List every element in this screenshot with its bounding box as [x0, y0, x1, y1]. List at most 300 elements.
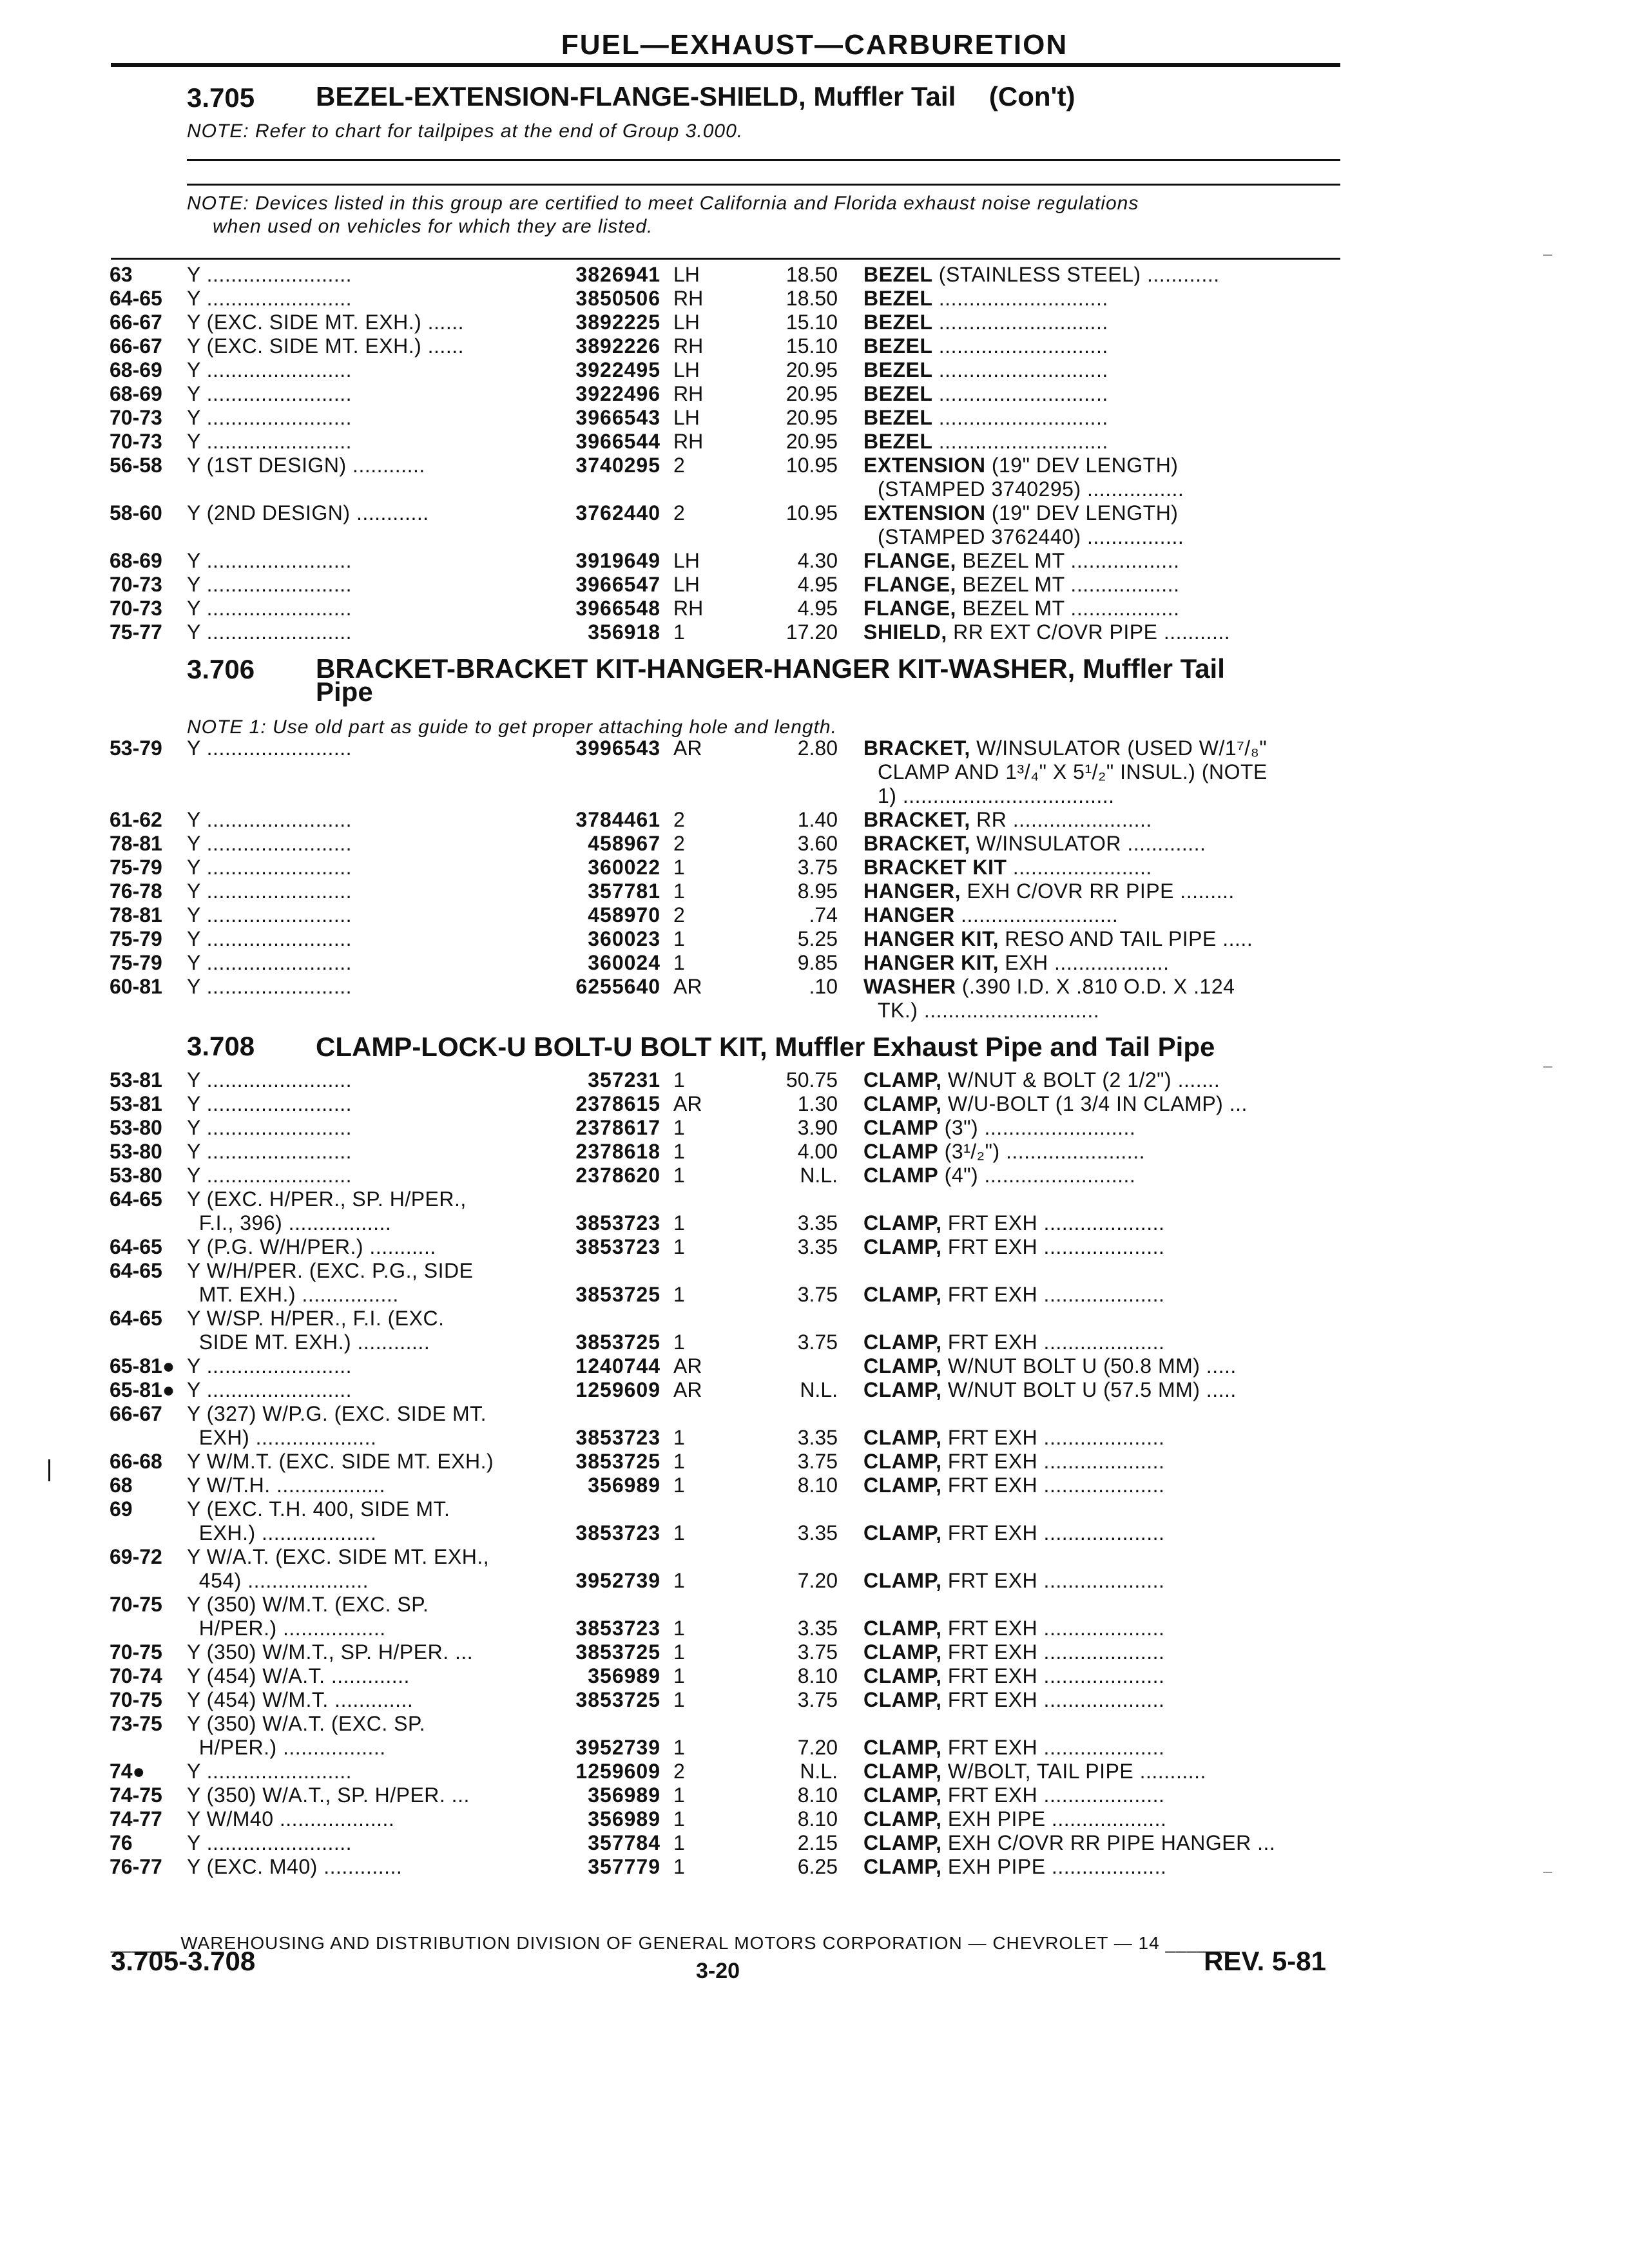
part-description: FRT EXH .................... [941, 1569, 1165, 1592]
price-cell: .10 [809, 975, 838, 998]
model-cell: SIDE MT. EXH.) ............ [187, 1331, 430, 1354]
description-cell [863, 999, 1354, 1023]
description-cell [863, 1331, 1340, 1354]
model-cell: Y ........................ [187, 549, 352, 572]
quantity-cell: LH [673, 573, 700, 596]
part-name: BRACKET, [863, 832, 970, 855]
part-description: 1) ................................... [878, 784, 1115, 807]
table-top-rule [111, 258, 1340, 260]
section-title [316, 81, 1075, 111]
part-name: BEZEL [863, 311, 933, 334]
page-header-title: FUEL—EXHAUST—CARBURETION [561, 29, 1068, 61]
margin-mark [48, 1459, 50, 1481]
model-cell: Y ........................ [187, 951, 352, 974]
part-description: (4") ......................... [938, 1164, 1136, 1187]
description-cell [863, 1688, 1340, 1712]
part-description: (19" DEV LENGTH) [985, 454, 1179, 477]
quantity-cell: 2 [673, 808, 685, 831]
price-cell: 6.25 [797, 1855, 838, 1878]
part-name: CLAMP, [863, 1760, 942, 1783]
model-cell: Y ........................ [187, 358, 352, 381]
quantity-cell: RH [673, 597, 704, 620]
part-name: BEZEL [863, 382, 933, 405]
table-row [0, 620, 1629, 644]
table-row [0, 525, 1629, 549]
part-name: CLAMP, [863, 1331, 942, 1354]
part-description: ....................... [1007, 856, 1152, 879]
section-title-sub: Muffler Exhaust Pipe and Tail Pipe [775, 1032, 1215, 1062]
model-cell: Y ........................ [187, 382, 352, 405]
model-cell: Y ........................ [187, 287, 352, 310]
part-number-cell: 3996543 [575, 736, 660, 760]
description-cell [863, 736, 1340, 760]
part-number-cell: 357781 [588, 879, 660, 903]
footer-section-range: 3.705-3.708 [111, 1946, 256, 1976]
year-cell: 69-72 [110, 1545, 162, 1568]
year-cell: 73-75 [110, 1712, 162, 1735]
description-cell [863, 573, 1340, 597]
part-description: W/INSULATOR (USED W/1⁷/₈" [970, 736, 1268, 760]
year-cell: 70-75 [110, 1593, 162, 1616]
price-cell: 3.35 [797, 1211, 838, 1235]
description-cell [863, 1354, 1340, 1378]
price-cell: 8.95 [797, 879, 838, 903]
description-cell [863, 597, 1340, 620]
table-row [0, 597, 1629, 620]
model-cell: Y (350) W/M.T. (EXC. SP. [187, 1593, 429, 1616]
part-name: HANGER, [863, 879, 961, 903]
price-cell: 2.80 [797, 736, 838, 760]
part-description: EXH C/OVR RR PIPE HANGER ... [941, 1831, 1276, 1854]
section-cont: (Con't) [988, 81, 1075, 111]
part-number-cell: 3853723 [575, 1521, 660, 1544]
part-name: BRACKET, [863, 808, 970, 831]
model-cell: Y W/H/PER. (EXC. P.G., SIDE [187, 1259, 474, 1282]
year-cell: 66-67 [110, 334, 162, 358]
price-cell: 5.25 [797, 927, 838, 950]
part-description: FRT EXH .................... [941, 1283, 1165, 1306]
table-row [0, 736, 1629, 760]
description-cell [863, 1164, 1340, 1187]
price-cell: 3.75 [797, 1331, 838, 1354]
model-cell: Y (EXC. M40) ............. [187, 1855, 403, 1878]
part-name: CLAMP, [863, 1807, 942, 1831]
table-row [0, 784, 1629, 808]
part-number-cell: 3740295 [575, 454, 660, 477]
price-cell: 3.60 [797, 832, 838, 855]
header-rule [111, 63, 1340, 67]
quantity-cell: AR [673, 1354, 702, 1378]
year-cell: 70-73 [110, 430, 162, 453]
description-cell [863, 406, 1340, 430]
table-row [0, 1307, 1629, 1331]
part-description: FRT EXH .................... [941, 1450, 1165, 1473]
price-cell: 3.35 [797, 1617, 838, 1640]
price-cell: 8.10 [797, 1664, 838, 1687]
year-cell: 66-68 [110, 1450, 162, 1473]
part-description: EXH C/OVR RR PIPE ......... [961, 879, 1235, 903]
description-cell [863, 1760, 1340, 1783]
table-row [0, 1354, 1629, 1378]
year-cell: 61-62 [110, 808, 162, 831]
table-row [0, 1187, 1629, 1211]
year-cell: 64-65 [110, 1187, 162, 1211]
description-cell [863, 525, 1354, 549]
part-name: BEZEL [863, 287, 933, 310]
price-cell: 4.00 [797, 1140, 838, 1163]
quantity-cell: AR [673, 1092, 702, 1115]
table-row [0, 1426, 1629, 1450]
price-cell: 8.10 [797, 1783, 838, 1807]
part-description: ............................ [932, 311, 1108, 334]
quantity-cell: 1 [673, 1855, 685, 1878]
part-description: EXH ................... [998, 951, 1170, 974]
note-rule [187, 159, 1340, 161]
footer-publisher: ______ WAREHOUSING AND DISTRIBUTION DIVISION OF GENERAL MOTORS CORPORATION — CHEVROLET — 14 ______ [111, 1933, 1229, 1953]
margin-dash [1543, 1872, 1552, 1873]
part-description: (STAINLESS STEEL) ............ [932, 263, 1220, 286]
part-number-cell: 356989 [588, 1783, 660, 1807]
table-row [0, 358, 1629, 382]
part-number-cell: 3762440 [575, 501, 660, 524]
description-cell [863, 287, 1340, 311]
price-cell: 18.50 [786, 263, 838, 286]
part-name: CLAMP, [863, 1640, 942, 1664]
part-description: FRT EXH .................... [941, 1474, 1165, 1497]
year-cell: 68 [110, 1474, 133, 1497]
description-cell [863, 1140, 1340, 1164]
model-cell: Y (EXC. T.H. 400, SIDE MT. [187, 1497, 450, 1521]
description-cell [863, 1569, 1340, 1593]
part-description: W/NUT BOLT U (50.8 MM) ..... [941, 1354, 1237, 1378]
description-cell [863, 1617, 1340, 1640]
part-name: CLAMP [863, 1140, 939, 1163]
description-cell [863, 832, 1340, 856]
quantity-cell: 1 [673, 1831, 685, 1854]
table-row [0, 1831, 1629, 1855]
model-cell: EXH) .................... [187, 1426, 377, 1449]
table-row [0, 1211, 1629, 1235]
price-cell: 4.30 [797, 549, 838, 572]
part-number-cell: 3853725 [575, 1688, 660, 1711]
quantity-cell: 1 [673, 1426, 685, 1449]
price-cell: N.L. [800, 1378, 838, 1401]
year-cell: 74-77 [110, 1807, 162, 1831]
part-name: CLAMP, [863, 1426, 942, 1449]
part-name: CLAMP, [863, 1855, 942, 1878]
quantity-cell: 2 [673, 454, 685, 477]
description-cell [863, 1378, 1340, 1402]
quantity-cell: 2 [673, 1760, 685, 1783]
year-cell: 66-67 [110, 311, 162, 334]
model-cell: Y (EXC. H/PER., SP. H/PER., [187, 1187, 467, 1211]
part-name: CLAMP, [863, 1831, 942, 1854]
part-description: ............................ [932, 334, 1108, 358]
part-name: CLAMP, [863, 1688, 942, 1711]
year-cell: 65-81● [110, 1354, 175, 1378]
price-cell: 4.95 [797, 573, 838, 596]
table-row [0, 903, 1629, 927]
quantity-cell: 1 [673, 620, 685, 644]
part-name: CLAMP, [863, 1211, 942, 1235]
table-row [0, 1164, 1629, 1187]
description-cell [863, 1521, 1340, 1545]
part-name: CLAMP [863, 1116, 939, 1139]
part-name: CLAMP, [863, 1378, 942, 1401]
part-number-cell: 356989 [588, 1664, 660, 1687]
price-cell: 17.20 [786, 620, 838, 644]
part-number-cell: 3966544 [575, 430, 660, 453]
part-name: BEZEL [863, 358, 933, 381]
price-cell: 1.30 [797, 1092, 838, 1115]
model-cell: Y ........................ [187, 597, 352, 620]
table-row [0, 430, 1629, 454]
part-name: BEZEL [863, 334, 933, 358]
price-cell: 20.95 [786, 382, 838, 405]
quantity-cell: 1 [673, 1068, 685, 1091]
model-cell: Y (350) W/A.T., SP. H/PER. ... [187, 1783, 470, 1807]
part-name: HANGER [863, 903, 955, 927]
part-description: EXH PIPE ................... [941, 1855, 1167, 1878]
description-cell [863, 334, 1340, 358]
part-description: W/NUT & BOLT (2 1/2") ....... [941, 1068, 1220, 1091]
model-cell: Y ........................ [187, 927, 352, 950]
quantity-cell: LH [673, 263, 700, 286]
part-number-cell: 3966543 [575, 406, 660, 429]
part-name: CLAMP, [863, 1068, 942, 1091]
model-cell: Y ........................ [187, 1378, 352, 1401]
model-cell: Y ........................ [187, 1354, 352, 1378]
model-cell: Y ........................ [187, 856, 352, 879]
section-number: 3.705 [187, 82, 255, 113]
price-cell: .74 [809, 903, 838, 927]
part-description: FRT EXH .................... [941, 1235, 1165, 1258]
table-row [0, 999, 1629, 1023]
price-cell: 15.10 [786, 311, 838, 334]
quantity-cell: RH [673, 382, 704, 405]
part-name: HANGER KIT, [863, 951, 999, 974]
table-row [0, 1283, 1629, 1307]
margin-dash [1543, 1066, 1552, 1068]
year-cell: 64-65 [110, 287, 162, 310]
description-cell [863, 454, 1340, 477]
price-cell: 3.35 [797, 1521, 838, 1544]
part-number-cell: 3966548 [575, 597, 660, 620]
part-number-cell: 3922495 [575, 358, 660, 381]
description-cell [863, 975, 1340, 999]
section-title-main: BEZEL-EXTENSION-FLANGE-SHIELD, [316, 81, 806, 111]
price-cell: 3.35 [797, 1235, 838, 1258]
part-description: FRT EXH .................... [941, 1664, 1165, 1687]
part-number-cell: 2378620 [575, 1164, 660, 1187]
description-cell [863, 1092, 1340, 1116]
quantity-cell: 2 [673, 903, 685, 927]
price-cell: N.L. [800, 1760, 838, 1783]
table-row [0, 1378, 1629, 1402]
part-description: CLAMP AND 1³/₄" X 5¹/₂" INSUL.) (NOTE [878, 760, 1268, 783]
quantity-cell: 1 [673, 1640, 685, 1664]
model-cell: Y ........................ [187, 573, 352, 596]
model-cell: F.I., 396) ................. [187, 1211, 392, 1235]
table-row [0, 1688, 1629, 1712]
table-row [0, 1068, 1629, 1092]
price-cell: 18.50 [786, 287, 838, 310]
table-row [0, 1259, 1629, 1283]
model-cell: Y ........................ [187, 1092, 352, 1115]
part-number-cell: 3952739 [575, 1736, 660, 1759]
part-number-cell: 356918 [588, 620, 660, 644]
part-name: CLAMP, [863, 1569, 942, 1592]
description-cell [863, 1664, 1340, 1688]
part-number-cell: 356989 [588, 1807, 660, 1831]
description-cell [863, 1807, 1340, 1831]
table-row [0, 1855, 1629, 1879]
year-cell: 64-65 [110, 1235, 162, 1258]
table-row [0, 1783, 1629, 1807]
part-name: CLAMP, [863, 1235, 942, 1258]
table-row [0, 1736, 1629, 1760]
year-cell: 70-73 [110, 573, 162, 596]
price-cell: 20.95 [786, 358, 838, 381]
description-cell [863, 1426, 1340, 1450]
description-cell [863, 1450, 1340, 1474]
part-name: FLANGE, [863, 573, 956, 596]
model-cell: Y ........................ [187, 975, 352, 998]
quantity-cell: LH [673, 406, 700, 429]
part-name: BRACKET, [863, 736, 970, 760]
year-cell: 56-58 [110, 454, 162, 477]
section-note: NOTE 1: Use old part as guide to get proper attaching hole and length. [187, 716, 837, 738]
model-cell: Y W/M40 ................... [187, 1807, 395, 1831]
part-name: CLAMP [863, 1164, 939, 1187]
quantity-cell: 1 [673, 879, 685, 903]
model-cell: Y W/A.T. (EXC. SIDE MT. EXH., [187, 1545, 490, 1568]
quantity-cell: AR [673, 975, 702, 998]
part-name: HANGER KIT, [863, 927, 999, 950]
quantity-cell: AR [673, 736, 702, 760]
price-cell: N.L. [800, 1164, 838, 1187]
table-row [0, 856, 1629, 879]
quantity-cell: 1 [673, 1331, 685, 1354]
section-note: when used on vehicles for which they are listed. [213, 216, 653, 237]
description-cell [863, 382, 1340, 406]
table-row [0, 808, 1629, 832]
table-row [0, 334, 1629, 358]
model-cell: Y W/SP. H/PER., F.I. (EXC. [187, 1307, 445, 1330]
table-row [0, 549, 1629, 573]
table-row [0, 573, 1629, 597]
section-title-main: BRACKET-BRACKET KIT-HANGER-HANGER KIT-WASHER, [316, 653, 1075, 684]
description-cell [863, 477, 1354, 501]
part-name: FLANGE, [863, 597, 956, 620]
table-row [0, 1521, 1629, 1545]
model-cell: Y ........................ [187, 406, 352, 429]
part-name: BEZEL [863, 430, 933, 453]
quantity-cell: 1 [673, 1140, 685, 1163]
model-cell: Y (EXC. SIDE MT. EXH.) ...... [187, 334, 464, 358]
footer-page-number: 3-20 [696, 1959, 740, 1983]
model-cell: H/PER.) ................. [187, 1617, 386, 1640]
year-cell: 76-77 [110, 1855, 162, 1878]
quantity-cell: 1 [673, 1688, 685, 1711]
part-description: RR EXT C/OVR PIPE ........... [947, 620, 1231, 644]
model-cell: 454) .................... [187, 1569, 369, 1592]
part-number-cell: 2378617 [575, 1116, 660, 1139]
price-cell: 3.75 [797, 1640, 838, 1664]
part-name: CLAMP, [863, 1736, 942, 1759]
table-row [0, 1116, 1629, 1140]
model-cell: Y (350) W/A.T. (EXC. SP. [187, 1712, 426, 1735]
model-cell: Y (327) W/P.G. (EXC. SIDE MT. [187, 1402, 487, 1425]
price-cell: 3.75 [797, 1450, 838, 1473]
section-title [316, 1032, 1215, 1062]
description-cell [863, 1068, 1340, 1092]
part-name: EXTENSION [863, 454, 986, 477]
year-cell: 65-81● [110, 1378, 175, 1401]
price-cell: 8.10 [797, 1807, 838, 1831]
part-number-cell: 3826941 [575, 263, 660, 286]
quantity-cell: 1 [673, 927, 685, 950]
description-cell [863, 1211, 1340, 1235]
part-description: (3") ......................... [938, 1116, 1136, 1139]
model-cell: Y (350) W/M.T., SP. H/PER. ... [187, 1640, 474, 1664]
part-number-cell: 3952739 [575, 1569, 660, 1592]
margin-dash [1543, 255, 1552, 256]
year-cell: 53-80 [110, 1116, 162, 1139]
year-cell: 75-79 [110, 927, 162, 950]
description-cell [863, 1474, 1340, 1497]
quantity-cell: 1 [673, 1474, 685, 1497]
table-row [0, 1140, 1629, 1164]
price-cell: 10.95 [786, 454, 838, 477]
quantity-cell: 1 [673, 1807, 685, 1831]
table-row [0, 927, 1629, 951]
price-cell: 3.75 [797, 1283, 838, 1306]
part-number-cell: 3853725 [575, 1283, 660, 1306]
year-cell: 76 [110, 1831, 133, 1854]
price-cell: 3.75 [797, 856, 838, 879]
table-row [0, 1807, 1629, 1831]
quantity-cell: 1 [673, 1235, 685, 1258]
part-number-cell: 3784461 [575, 808, 660, 831]
part-description: FRT EXH .................... [941, 1521, 1165, 1544]
part-description: FRT EXH .................... [941, 1736, 1165, 1759]
part-number-cell: 3892226 [575, 334, 660, 358]
description-cell [863, 856, 1340, 879]
year-cell: 76-78 [110, 879, 162, 903]
part-number-cell: 360024 [588, 951, 660, 974]
model-cell: Y ........................ [187, 1164, 352, 1187]
quantity-cell: RH [673, 287, 704, 310]
quantity-cell: LH [673, 358, 700, 381]
year-cell: 74-75 [110, 1783, 162, 1807]
part-number-cell: 360022 [588, 856, 660, 879]
part-description: ............................ [932, 430, 1108, 453]
year-cell: 63 [110, 263, 133, 286]
price-cell: 10.95 [786, 501, 838, 524]
table-row [0, 454, 1629, 477]
model-cell: Y ........................ [187, 832, 352, 855]
table-row [0, 1545, 1629, 1569]
price-cell: 20.95 [786, 406, 838, 429]
quantity-cell: AR [673, 1378, 702, 1401]
year-cell: 68-69 [110, 549, 162, 572]
section-title-sub: Muffler Tail [813, 81, 956, 111]
model-cell: Y ........................ [187, 263, 352, 286]
part-description: FRT EXH .................... [941, 1617, 1165, 1640]
part-description: ............................ [932, 406, 1108, 429]
price-cell: 2.15 [797, 1831, 838, 1854]
